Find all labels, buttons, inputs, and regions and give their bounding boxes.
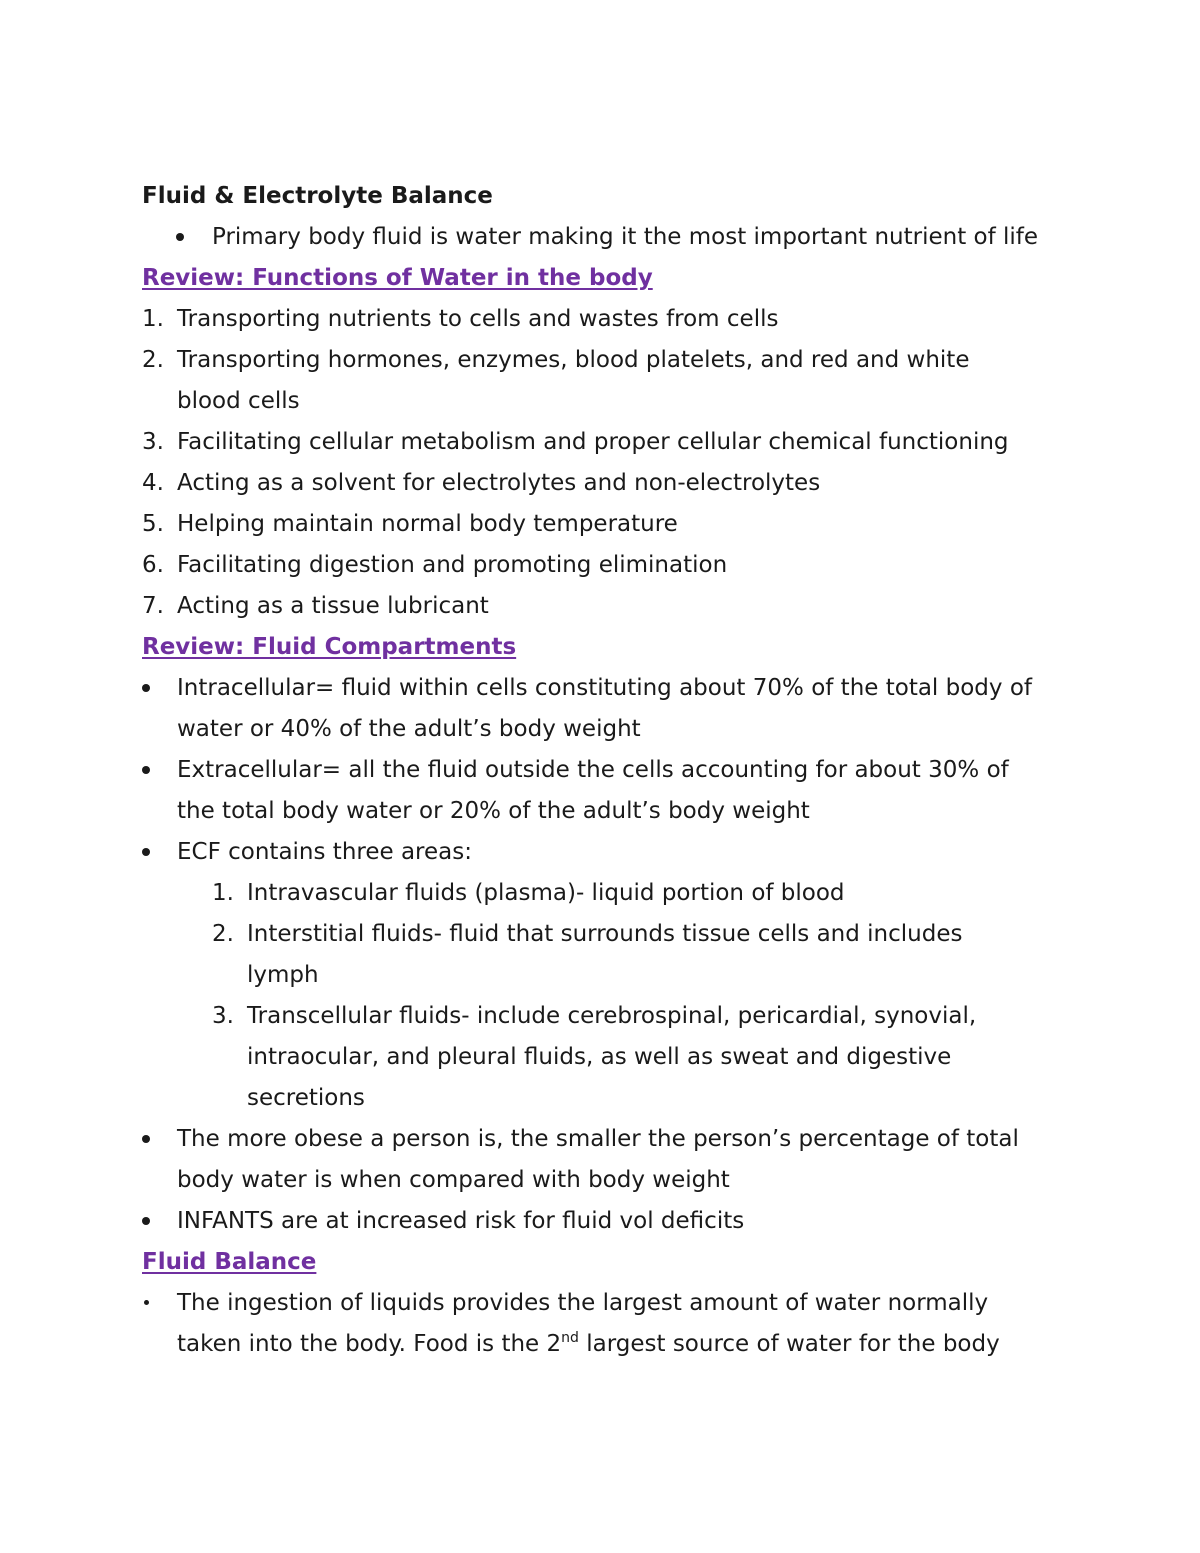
list-number: 6. — [142, 552, 164, 578]
bullet-marker — [142, 766, 150, 774]
section-heading-functions: Review: Functions of Water in the body — [142, 265, 653, 291]
bullet-text-cont: water or 40% of the adult’s body weight — [177, 716, 641, 742]
sub-list-item-text-cont: secretions — [247, 1085, 365, 1111]
bullet-text: The more obese a person is, the smaller the person’s percentage of total — [177, 1126, 1019, 1152]
list-number: 4. — [142, 470, 164, 496]
list-item-text: Facilitating cellular metabolism and proper cellular chemical functioning — [177, 429, 1009, 455]
bullet-text-part: taken into the body. Food is the 2 — [177, 1331, 562, 1357]
list-item-text-cont: blood cells — [177, 388, 300, 414]
sub-list-item-text-cont: intraocular, and pleural fluids, as well as sweat and digestive — [247, 1044, 952, 1070]
bullet-marker — [142, 1135, 150, 1143]
bullet-text: Extracellular= all the fluid outside the cells accounting for about 30% of — [177, 757, 1009, 783]
list-number: 7. — [142, 593, 164, 619]
list-number: 5. — [142, 511, 164, 537]
list-item-text: Transporting hormones, enzymes, blood platelets, and red and white — [177, 347, 970, 373]
list-item-text: Helping maintain normal body temperature — [177, 511, 678, 537]
sub-list-item-text-cont: lymph — [247, 962, 319, 988]
bullet-text-cont — [177, 1324, 1000, 1365]
document-title: Fluid & Electrolyte Balance — [142, 183, 493, 209]
list-number: 2. — [142, 347, 164, 373]
sub-list-number: 3. — [212, 1003, 234, 1029]
bullet-marker — [142, 848, 150, 856]
section-heading-fluid-balance: Fluid Balance — [142, 1249, 317, 1275]
bullet-text: Intracellular= fluid within cells constituting about 70% of the total body of — [177, 675, 1032, 701]
section-heading-compartments: Review: Fluid Compartments — [142, 634, 517, 660]
bullet-text: INFANTS are at increased risk for fluid vol deficits — [177, 1208, 745, 1234]
bullet-text-cont: the total body water or 20% of the adult’s body weight — [177, 798, 810, 824]
bullet-text-cont: body water is when compared with body weight — [177, 1167, 730, 1193]
sub-list-item-text: Interstitial fluids- fluid that surrounds tissue cells and includes — [247, 921, 963, 947]
sub-list-item-text: Intravascular fluids (plasma)- liquid portion of blood — [247, 880, 845, 906]
sub-list-item-text: Transcellular fluids- include cerebrospinal, pericardial, synovial, — [247, 1003, 977, 1029]
bullet-text-part: largest source of water for the body — [578, 1331, 1000, 1357]
bullet-marker — [142, 1217, 150, 1225]
sub-list-number: 1. — [212, 880, 234, 906]
list-number: 1. — [142, 306, 164, 332]
bullet-marker — [144, 1300, 149, 1305]
sub-list-number: 2. — [212, 921, 234, 947]
intro-bullet-text: Primary body fluid is water making it the most important nutrient of life — [212, 224, 1039, 250]
ordinal-superscript: nd — [561, 1330, 579, 1346]
list-item-text: Transporting nutrients to cells and wastes from cells — [177, 306, 779, 332]
bullet-marker — [176, 233, 184, 241]
bullet-text: ECF contains three areas: — [177, 839, 472, 865]
list-item-text: Acting as a tissue lubricant — [177, 593, 489, 619]
list-number: 3. — [142, 429, 164, 455]
list-item-text: Acting as a solvent for electrolytes and non-electrolytes — [177, 470, 821, 496]
list-item-text: Facilitating digestion and promoting elimination — [177, 552, 728, 578]
bullet-marker — [142, 684, 150, 692]
bullet-text: The ingestion of liquids provides the largest amount of water normally — [177, 1290, 989, 1316]
